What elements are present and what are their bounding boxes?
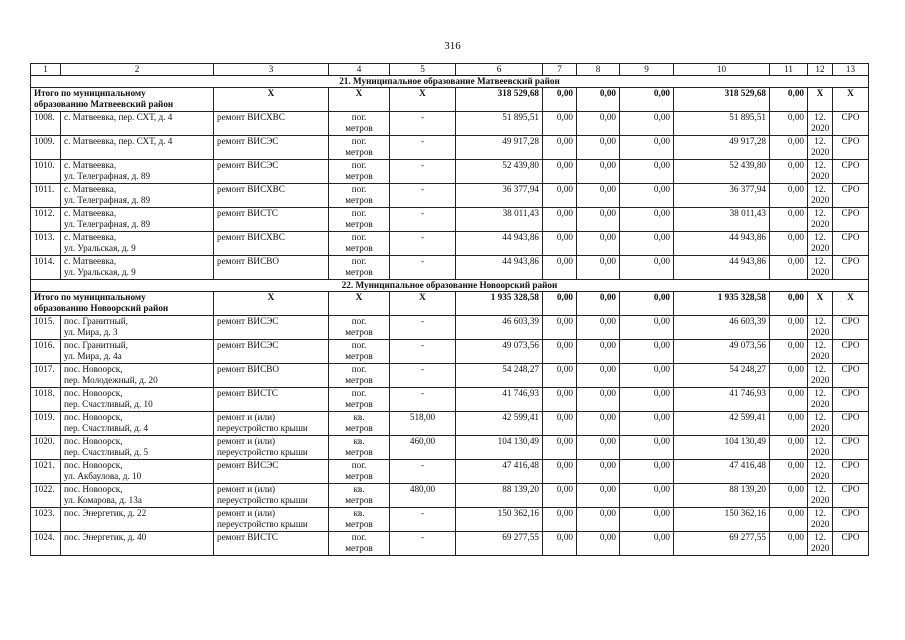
column-number-cell: 10 — [674, 64, 770, 76]
work-type: ремонт ВИСХВС — [214, 232, 329, 256]
unit: кв. метров — [329, 412, 390, 436]
col-8: 0,00 — [577, 484, 620, 508]
col-7: 0,00 — [543, 316, 577, 340]
col-11: 0,00 — [770, 364, 808, 388]
column-number-cell: 6 — [456, 64, 543, 76]
total-cost: 47 416,48 — [456, 460, 543, 484]
col-11: 0,00 — [770, 388, 808, 412]
funding-source: СРО — [833, 184, 869, 208]
total-c13: X — [833, 292, 869, 316]
table-row — [31, 436, 869, 460]
quantity: - — [390, 184, 456, 208]
col-7: 0,00 — [543, 160, 577, 184]
col-9: 0,00 — [620, 460, 674, 484]
table-row — [31, 256, 869, 280]
total-c3: X — [214, 292, 329, 316]
total-c7: 0,00 — [543, 88, 577, 112]
col-8: 0,00 — [577, 160, 620, 184]
completion-date: 12. 2020 — [808, 508, 833, 532]
funding-source: СРО — [833, 136, 869, 160]
work-type: ремонт ВИСЭС — [214, 136, 329, 160]
quantity: - — [390, 208, 456, 232]
completion-date: 12. 2020 — [808, 532, 833, 556]
total-cost: 38 011,43 — [456, 208, 543, 232]
work-type: ремонт ВИСТС — [214, 532, 329, 556]
col-7: 0,00 — [543, 112, 577, 136]
work-type: ремонт ВИСЭС — [214, 160, 329, 184]
col-8: 0,00 — [577, 232, 620, 256]
col-11: 0,00 — [770, 340, 808, 364]
col-7: 0,00 — [543, 340, 577, 364]
total-c4: X — [329, 88, 390, 112]
row-number: 1011. — [31, 184, 61, 208]
total-c5: X — [390, 88, 456, 112]
address: пос. Гранитный, ул. Мира, д. 4а — [61, 340, 214, 364]
col-7: 0,00 — [543, 256, 577, 280]
address: пос. Новоорск, пер. Счастливый, д. 10 — [61, 388, 214, 412]
completion-date: 12. 2020 — [808, 340, 833, 364]
total-cost: 44 943,86 — [456, 256, 543, 280]
total-c7: 0,00 — [543, 292, 577, 316]
col-10: 69 277,55 — [674, 532, 770, 556]
work-type: ремонт ВИСВО — [214, 364, 329, 388]
total-cost: 88 139,20 — [456, 484, 543, 508]
unit: кв. метров — [329, 436, 390, 460]
table-row — [31, 208, 869, 232]
col-8: 0,00 — [577, 364, 620, 388]
quantity: - — [390, 112, 456, 136]
unit: пог. метров — [329, 388, 390, 412]
total-label: Итого по муниципальному образованию Новоорский район — [31, 292, 214, 316]
row-number: 1012. — [31, 208, 61, 232]
col-11: 0,00 — [770, 508, 808, 532]
funding-source: СРО — [833, 340, 869, 364]
col-10: 36 377,94 — [674, 184, 770, 208]
unit: пог. метров — [329, 136, 390, 160]
row-number: 1023. — [31, 508, 61, 532]
row-number: 1009. — [31, 136, 61, 160]
row-number: 1008. — [31, 112, 61, 136]
unit: пог. метров — [329, 184, 390, 208]
work-type: ремонт и (или) переустройство крыши — [214, 484, 329, 508]
address: с. Матвеевка, пер. СХТ, д. 4 — [61, 112, 214, 136]
work-type: ремонт ВИСТС — [214, 208, 329, 232]
unit: кв. метров — [329, 484, 390, 508]
total-c9: 0,00 — [620, 88, 674, 112]
col-9: 0,00 — [620, 232, 674, 256]
total-c10: 318 529,68 — [674, 88, 770, 112]
work-type: ремонт ВИСЭС — [214, 340, 329, 364]
work-type: ремонт и (или) переустройство крыши — [214, 508, 329, 532]
completion-date: 12. 2020 — [808, 256, 833, 280]
row-number: 1018. — [31, 388, 61, 412]
column-number-cell: 7 — [543, 64, 577, 76]
col-10: 88 139,20 — [674, 484, 770, 508]
quantity: - — [390, 232, 456, 256]
total-cost: 54 248,27 — [456, 364, 543, 388]
column-number-cell: 8 — [577, 64, 620, 76]
total-cost: 46 603,39 — [456, 316, 543, 340]
row-number: 1024. — [31, 532, 61, 556]
total-cost: 51 895,51 — [456, 112, 543, 136]
row-number: 1010. — [31, 160, 61, 184]
completion-date: 12. 2020 — [808, 436, 833, 460]
total-c11: 0,00 — [770, 292, 808, 316]
total-cost: 49 073,56 — [456, 340, 543, 364]
col-11: 0,00 — [770, 484, 808, 508]
col-9: 0,00 — [620, 412, 674, 436]
address: пос. Энергетик, д. 22 — [61, 508, 214, 532]
col-10: 46 603,39 — [674, 316, 770, 340]
row-number: 1014. — [31, 256, 61, 280]
total-c12: X — [808, 88, 833, 112]
col-8: 0,00 — [577, 340, 620, 364]
col-11: 0,00 — [770, 532, 808, 556]
quantity: - — [390, 532, 456, 556]
col-9: 0,00 — [620, 340, 674, 364]
col-9: 0,00 — [620, 508, 674, 532]
quantity: - — [390, 340, 456, 364]
col-8: 0,00 — [577, 436, 620, 460]
col-7: 0,00 — [543, 364, 577, 388]
quantity: 460,00 — [390, 436, 456, 460]
completion-date: 12. 2020 — [808, 232, 833, 256]
col-11: 0,00 — [770, 436, 808, 460]
quantity: - — [390, 460, 456, 484]
table-row — [31, 340, 869, 364]
completion-date: 12. 2020 — [808, 160, 833, 184]
col-10: 51 895,51 — [674, 112, 770, 136]
column-number-cell: 4 — [329, 64, 390, 76]
col-8: 0,00 — [577, 460, 620, 484]
completion-date: 12. 2020 — [808, 412, 833, 436]
col-7: 0,00 — [543, 208, 577, 232]
column-number-row — [31, 64, 869, 76]
completion-date: 12. 2020 — [808, 184, 833, 208]
col-11: 0,00 — [770, 208, 808, 232]
completion-date: 12. 2020 — [808, 208, 833, 232]
column-number-cell: 1 — [31, 64, 61, 76]
completion-date: 12. 2020 — [808, 484, 833, 508]
work-type: ремонт и (или) переустройство крыши — [214, 436, 329, 460]
col-10: 44 943,86 — [674, 232, 770, 256]
column-number-cell: 12 — [808, 64, 833, 76]
col-10: 44 943,86 — [674, 256, 770, 280]
funding-source: СРО — [833, 508, 869, 532]
column-number-cell: 13 — [833, 64, 869, 76]
address: пос. Новоорск, ул. Акбаулова, д. 10 — [61, 460, 214, 484]
col-9: 0,00 — [620, 316, 674, 340]
repair-schedule-table — [30, 63, 869, 556]
total-cost: 52 439,80 — [456, 160, 543, 184]
col-8: 0,00 — [577, 112, 620, 136]
address: с. Матвеевка, пер. СХТ, д. 4 — [61, 136, 214, 160]
funding-source: СРО — [833, 112, 869, 136]
col-10: 52 439,80 — [674, 160, 770, 184]
col-7: 0,00 — [543, 136, 577, 160]
table-row — [31, 364, 869, 388]
col-10: 49 917,28 — [674, 136, 770, 160]
col-9: 0,00 — [620, 532, 674, 556]
col-8: 0,00 — [577, 508, 620, 532]
col-10: 54 248,27 — [674, 364, 770, 388]
page-number: 316 — [444, 40, 461, 52]
total-c8: 0,00 — [577, 292, 620, 316]
total-c11: 0,00 — [770, 88, 808, 112]
col-7: 0,00 — [543, 436, 577, 460]
table-row — [31, 460, 869, 484]
work-type: ремонт ВИСЭС — [214, 316, 329, 340]
col-11: 0,00 — [770, 412, 808, 436]
col-10: 104 130,49 — [674, 436, 770, 460]
section-title: 21. Муниципальное образование Матвеевский район — [31, 76, 869, 88]
address: пос. Новоорск, пер. Молодежный, д. 20 — [61, 364, 214, 388]
col-10: 150 362,16 — [674, 508, 770, 532]
table-row — [31, 160, 869, 184]
quantity: - — [390, 256, 456, 280]
address: с. Матвеевка, ул. Телеграфная, д. 89 — [61, 184, 214, 208]
col-8: 0,00 — [577, 316, 620, 340]
col-11: 0,00 — [770, 256, 808, 280]
completion-date: 12. 2020 — [808, 316, 833, 340]
col-8: 0,00 — [577, 184, 620, 208]
table-row — [31, 232, 869, 256]
row-number: 1022. — [31, 484, 61, 508]
column-number-cell: 5 — [390, 64, 456, 76]
unit: пог. метров — [329, 208, 390, 232]
funding-source: СРО — [833, 160, 869, 184]
col-9: 0,00 — [620, 364, 674, 388]
unit: пог. метров — [329, 364, 390, 388]
quantity: - — [390, 364, 456, 388]
total-c8: 0,00 — [577, 88, 620, 112]
quantity: 518,00 — [390, 412, 456, 436]
section-title-row — [31, 280, 869, 292]
table-row — [31, 136, 869, 160]
unit: пог. метров — [329, 316, 390, 340]
col-10: 41 746,93 — [674, 388, 770, 412]
row-number: 1021. — [31, 460, 61, 484]
unit: пог. метров — [329, 232, 390, 256]
total-cost: 318 529,68 — [456, 88, 543, 112]
row-number: 1019. — [31, 412, 61, 436]
total-cost: 49 917,28 — [456, 136, 543, 160]
col-10: 42 599,41 — [674, 412, 770, 436]
section-total-row — [31, 88, 869, 112]
work-type: ремонт ВИСХВС — [214, 112, 329, 136]
col-10: 47 416,48 — [674, 460, 770, 484]
total-cost: 41 746,93 — [456, 388, 543, 412]
funding-source: СРО — [833, 364, 869, 388]
col-10: 49 073,56 — [674, 340, 770, 364]
table-row — [31, 484, 869, 508]
total-cost: 44 943,86 — [456, 232, 543, 256]
row-number: 1016. — [31, 340, 61, 364]
address: пос. Новоорск, пер. Счастливый, д. 4 — [61, 412, 214, 436]
row-number: 1017. — [31, 364, 61, 388]
funding-source: СРО — [833, 412, 869, 436]
funding-source: СРО — [833, 232, 869, 256]
unit: пог. метров — [329, 460, 390, 484]
col-8: 0,00 — [577, 532, 620, 556]
table-row — [31, 412, 869, 436]
column-number-cell: 2 — [61, 64, 214, 76]
total-cost: 150 362,16 — [456, 508, 543, 532]
table-row — [31, 388, 869, 412]
table-row — [31, 316, 869, 340]
row-number: 1015. — [31, 316, 61, 340]
address: пос. Гранитный, ул. Мира, д. 3 — [61, 316, 214, 340]
col-9: 0,00 — [620, 436, 674, 460]
funding-source: СРО — [833, 436, 869, 460]
table-row — [31, 508, 869, 532]
total-cost: 104 130,49 — [456, 436, 543, 460]
col-9: 0,00 — [620, 136, 674, 160]
col-9: 0,00 — [620, 208, 674, 232]
funding-source: СРО — [833, 208, 869, 232]
address: с. Матвеевка, ул. Телеграфная, д. 89 — [61, 160, 214, 184]
work-type: ремонт ВИСХВС — [214, 184, 329, 208]
total-c5: X — [390, 292, 456, 316]
table-row — [31, 532, 869, 556]
col-7: 0,00 — [543, 460, 577, 484]
quantity: - — [390, 316, 456, 340]
col-7: 0,00 — [543, 184, 577, 208]
total-c13: X — [833, 88, 869, 112]
total-cost: 36 377,94 — [456, 184, 543, 208]
col-11: 0,00 — [770, 316, 808, 340]
funding-source: СРО — [833, 460, 869, 484]
col-11: 0,00 — [770, 160, 808, 184]
address: с. Матвеевка, ул. Уральская, д. 9 — [61, 256, 214, 280]
funding-source: СРО — [833, 388, 869, 412]
unit: пог. метров — [329, 160, 390, 184]
unit: пог. метров — [329, 112, 390, 136]
total-cost: 1 935 328,58 — [456, 292, 543, 316]
address: пос. Энергетик, д. 40 — [61, 532, 214, 556]
work-type: ремонт ВИСЭС — [214, 460, 329, 484]
completion-date: 12. 2020 — [808, 364, 833, 388]
col-8: 0,00 — [577, 208, 620, 232]
quantity: - — [390, 136, 456, 160]
section-total-row — [31, 292, 869, 316]
col-11: 0,00 — [770, 184, 808, 208]
address: с. Матвеевка, ул. Уральская, д. 9 — [61, 232, 214, 256]
col-11: 0,00 — [770, 136, 808, 160]
col-9: 0,00 — [620, 160, 674, 184]
col-9: 0,00 — [620, 484, 674, 508]
address: пос. Новоорск, ул. Комарова, д. 13а — [61, 484, 214, 508]
col-7: 0,00 — [543, 388, 577, 412]
unit: пог. метров — [329, 256, 390, 280]
total-c10: 1 935 328,58 — [674, 292, 770, 316]
funding-source: СРО — [833, 316, 869, 340]
quantity: - — [390, 160, 456, 184]
funding-source: СРО — [833, 256, 869, 280]
total-c9: 0,00 — [620, 292, 674, 316]
col-7: 0,00 — [543, 484, 577, 508]
completion-date: 12. 2020 — [808, 136, 833, 160]
row-number: 1013. — [31, 232, 61, 256]
work-type: ремонт ВИСТС — [214, 388, 329, 412]
col-8: 0,00 — [577, 388, 620, 412]
col-9: 0,00 — [620, 256, 674, 280]
column-number-cell: 9 — [620, 64, 674, 76]
work-type: ремонт и (или) переустройство крыши — [214, 412, 329, 436]
total-c3: X — [214, 88, 329, 112]
table-row — [31, 112, 869, 136]
completion-date: 12. 2020 — [808, 460, 833, 484]
total-c4: X — [329, 292, 390, 316]
funding-source: СРО — [833, 532, 869, 556]
col-8: 0,00 — [577, 136, 620, 160]
col-7: 0,00 — [543, 508, 577, 532]
funding-source: СРО — [833, 484, 869, 508]
col-7: 0,00 — [543, 412, 577, 436]
col-8: 0,00 — [577, 256, 620, 280]
address: с. Матвеевка, ул. Телеграфная, д. 89 — [61, 208, 214, 232]
col-9: 0,00 — [620, 388, 674, 412]
section-title: 22. Муниципальное образование Новоорский район — [31, 280, 869, 292]
total-cost: 42 599,41 — [456, 412, 543, 436]
unit: пог. метров — [329, 340, 390, 364]
table-row — [31, 184, 869, 208]
row-number: 1020. — [31, 436, 61, 460]
work-type: ремонт ВИСВО — [214, 256, 329, 280]
col-11: 0,00 — [770, 460, 808, 484]
total-c12: X — [808, 292, 833, 316]
section-title-row — [31, 76, 869, 88]
completion-date: 12. 2020 — [808, 388, 833, 412]
quantity: - — [390, 508, 456, 532]
unit: кв. метров — [329, 508, 390, 532]
total-label: Итого по муниципальному образованию Матвеевский район — [31, 88, 214, 112]
col-9: 0,00 — [620, 184, 674, 208]
col-11: 0,00 — [770, 232, 808, 256]
completion-date: 12. 2020 — [808, 112, 833, 136]
col-7: 0,00 — [543, 532, 577, 556]
col-10: 38 011,43 — [674, 208, 770, 232]
quantity: - — [390, 388, 456, 412]
address: пос. Новоорск, пер. Счастливый, д. 5 — [61, 436, 214, 460]
unit: пог. метров — [329, 532, 390, 556]
column-number-cell: 3 — [214, 64, 329, 76]
total-cost: 69 277,55 — [456, 532, 543, 556]
col-9: 0,00 — [620, 112, 674, 136]
col-11: 0,00 — [770, 112, 808, 136]
col-7: 0,00 — [543, 232, 577, 256]
quantity: 480,00 — [390, 484, 456, 508]
column-number-cell: 11 — [770, 64, 808, 76]
col-8: 0,00 — [577, 412, 620, 436]
